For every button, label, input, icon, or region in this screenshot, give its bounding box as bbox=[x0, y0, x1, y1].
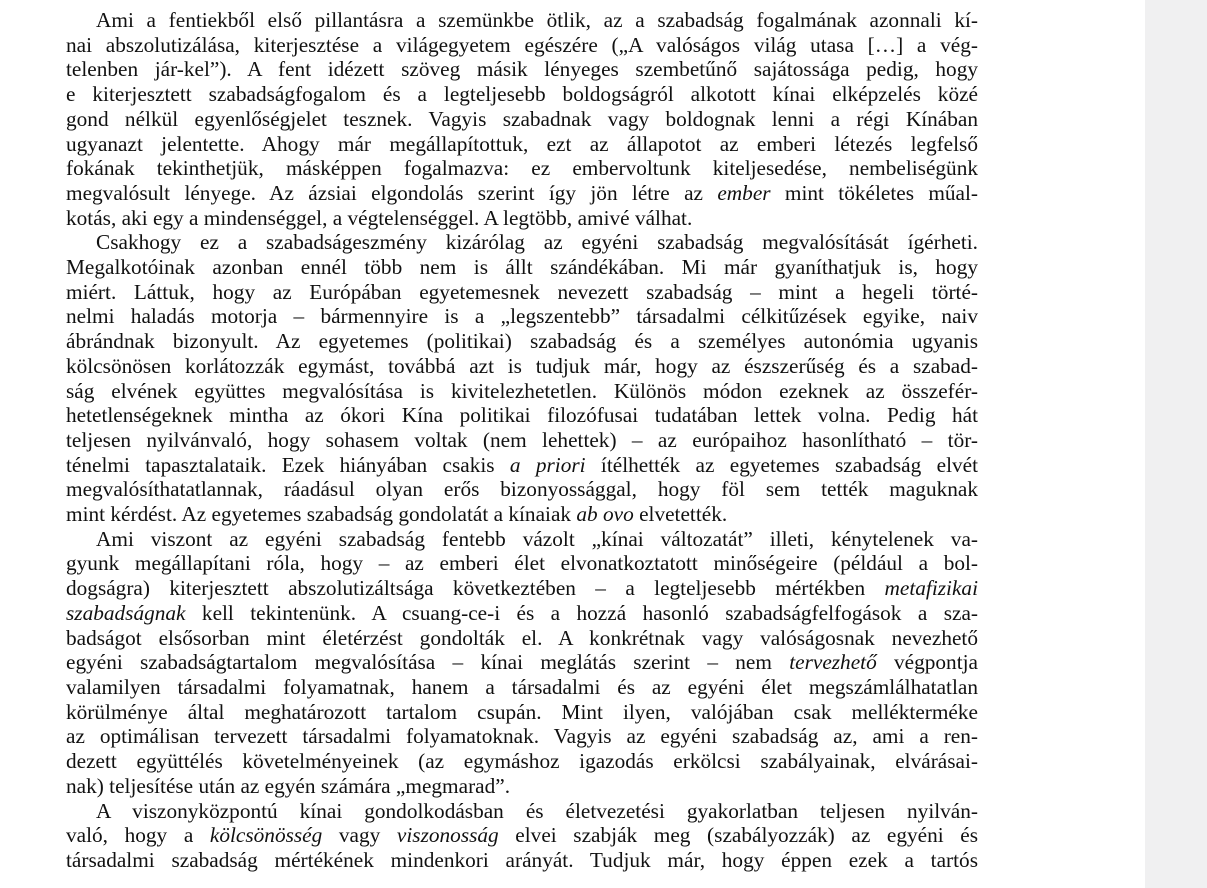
text-run: kell tekintenünk. A csuang-ce-i és a hozzá hasonló szabadságfelfogások a sza- bbox=[185, 600, 978, 625]
text-run: megvalósult lényege. Az ázsiai elgondolás szerint így jön létre az bbox=[66, 180, 718, 205]
paragraph bbox=[66, 799, 978, 873]
text-run: fokának tekinthetjük, másképpen fogalmazva: ez embervoltunk kiteljesedése, nembeliségünk bbox=[66, 156, 978, 181]
text-run: dezett együttélés követelményeinek (az egymáshoz igazodás erkölcsi szabályainak, elvárásai- bbox=[66, 749, 978, 774]
text-line bbox=[66, 527, 978, 552]
text-run: vagy bbox=[322, 823, 397, 848]
text-line bbox=[66, 650, 978, 675]
page-margin-background bbox=[1145, 0, 1207, 888]
text-run: dogságra) kiterjesztett abszolutizáltsága következtében – a legteljesebb mértékben bbox=[66, 576, 885, 601]
text-line bbox=[66, 626, 978, 651]
text-run: ugyanazt jelentette. Ahogy már megállapítottuk, ezt az állapotot az emberi létezés legfelső bbox=[66, 131, 978, 156]
text-run: valamilyen társadalmi folyamatnak, hanem a társadalmi és az egyéni élet megszámlálhatatlan bbox=[66, 674, 978, 699]
text-line bbox=[66, 724, 978, 749]
text-line bbox=[66, 403, 978, 428]
text-line bbox=[66, 453, 978, 478]
text-run: ténelmi tapasztalataik. Ezek hiányában csakis bbox=[66, 452, 510, 477]
italic-text: szabadságnak bbox=[66, 600, 186, 625]
text-line bbox=[66, 576, 978, 601]
text-line bbox=[66, 502, 978, 527]
italic-text: ab ovo bbox=[576, 502, 634, 527]
text-run: társadalmi szabadság mértékének mindenkori arányát. Tudjuk már, hogy éppen ezek a tartós bbox=[66, 847, 978, 872]
paragraph bbox=[66, 230, 978, 526]
text-line bbox=[66, 477, 978, 502]
text-run: ítélhették az egyetemes szabadság elvét bbox=[585, 452, 979, 477]
text-run: az optimálisan tervezett társadalmi folyamatoknak. Vagyis az egyéni szabadság az, ami a ren- bbox=[66, 724, 978, 749]
italic-text: a priori bbox=[509, 452, 586, 477]
text-run: Csakhogy ez a szabadságeszmény kizárólag az egyéni szabadság megvalósítását ígérheti. bbox=[96, 230, 978, 255]
text-line bbox=[66, 206, 978, 231]
italic-text: metafizikai bbox=[884, 576, 978, 601]
text-line bbox=[66, 132, 978, 157]
text-run: mint tökéletes műal- bbox=[770, 180, 978, 205]
text-line bbox=[66, 774, 978, 799]
text-line bbox=[66, 428, 978, 453]
italic-text: ember bbox=[717, 180, 771, 205]
italic-text: viszonosság bbox=[396, 823, 499, 848]
text-line bbox=[66, 304, 978, 329]
text-line bbox=[66, 379, 978, 404]
text-line bbox=[66, 230, 978, 255]
italic-text: tervezhető bbox=[789, 650, 877, 675]
text-line bbox=[66, 675, 978, 700]
text-run: körülménye által meghatározott tartalom csupán. Mint ilyen, valójában csak mellékterméke bbox=[66, 699, 978, 724]
text-line bbox=[66, 57, 978, 82]
text-line bbox=[66, 551, 978, 576]
text-run: ság elvének együttes megvalósítása is kivitelezhetetlen. Különös módon ezeknek az összefér- bbox=[66, 378, 978, 403]
text-line bbox=[66, 848, 978, 873]
text-run: való, hogy a bbox=[66, 823, 210, 848]
text-run: megvalósíthatatlannak, ráadásul olyan erős bizonyossággal, hogy föl sem tették maguknak bbox=[66, 477, 978, 502]
text-line bbox=[66, 181, 978, 206]
text-line bbox=[66, 823, 978, 848]
text-line bbox=[66, 107, 978, 132]
text-run: nai abszolutizálása, kiterjesztése a világegyetem egészére („A valóságos világ utasa […] a vég- bbox=[66, 32, 978, 57]
text-run: nak) teljesítése után az egyén számára „megmarad”. bbox=[66, 773, 511, 798]
text-line bbox=[66, 354, 978, 379]
text-line bbox=[66, 156, 978, 181]
text-run: ábrándnak bizonyult. Az egyetemes (politikai) szabadság és a személyes autonómia ugyanis bbox=[66, 329, 978, 354]
paragraph bbox=[66, 527, 978, 799]
text-run: e kiterjesztett szabadságfogalom és a legteljesebb boldogságról alkotott kínai elképzelés közé bbox=[66, 82, 978, 107]
text-line bbox=[66, 749, 978, 774]
text-line bbox=[66, 82, 978, 107]
text-run: elvetették. bbox=[633, 502, 728, 527]
text-run: gond nélkül egyenlőségjelet tesznek. Vagyis szabadnak vagy boldognak lenni a régi Kínában bbox=[66, 106, 978, 131]
text-line bbox=[66, 601, 978, 626]
text-run: hetetlenségeknek mintha az ókori Kína politikai filozófusai tudatában lettek volna. Pedig hát bbox=[66, 403, 978, 428]
paragraph bbox=[66, 8, 978, 230]
text-run: Ami viszont az egyéni szabadság fentebb vázolt „kínai változatát” illeti, kénytelenek va- bbox=[96, 526, 978, 551]
text-run: mint kérdést. Az egyetemes szabadság gondolatát a kínaiak bbox=[66, 502, 577, 527]
text-run: telenben jár-kel”). A fent idézett szöveg másik lényeges szembetűnő sajátossága pedig, hogy bbox=[66, 57, 978, 82]
text-line bbox=[66, 33, 978, 58]
text-line bbox=[66, 329, 978, 354]
text-run: badságot elsősorban mint életérzést gondolták el. A konkrétnak vagy valóságosnak nevezhető bbox=[66, 625, 978, 650]
text-run: A viszonyközpontú kínai gondolkodásban és életvezetési gyakorlatban teljesen nyilván- bbox=[96, 798, 978, 823]
text-run: végpontja bbox=[876, 650, 978, 675]
text-run: gyunk megállapítani róla, hogy – az emberi élet elvonatkoztatott minőségeire (például a bol- bbox=[66, 551, 978, 576]
text-run: nelmi haladás motorja – bármennyire is a „legszentebb” társadalmi célkitűzések egyike, naiv bbox=[66, 304, 978, 329]
text-line bbox=[66, 8, 978, 33]
text-run: kölcsönösen korlátozzák egymást, továbbá azt is tudjuk már, hogy az észszerűség és a szabad- bbox=[66, 353, 978, 378]
text-run: elvei szabják meg (szabályozzák) az egyéni és bbox=[498, 823, 979, 848]
text-line bbox=[66, 280, 978, 305]
text-line bbox=[66, 700, 978, 725]
text-run: teljesen nyilvánvaló, hogy sohasem voltak (nem lehettek) – az európaihoz hasonlítható – tör- bbox=[66, 427, 978, 452]
text-run: Megalkotóinak azonban ennél több nem is állt szándékában. Mi már gyaníthatjuk is, hogy bbox=[66, 255, 978, 280]
document-page bbox=[66, 8, 978, 873]
text-run: egyéni szabadságtartalom megvalósítása – kínai meglátás szerint – nem bbox=[66, 650, 790, 675]
text-run: kotás, aki egy a mindenséggel, a végtelenséggel. A legtöbb, amivé válhat. bbox=[66, 205, 693, 230]
text-line bbox=[66, 799, 978, 824]
text-line bbox=[66, 255, 978, 280]
italic-text: kölcsönösség bbox=[209, 823, 323, 848]
text-run: Ami a fentiekből első pillantásra a szemünkbe ötlik, az a szabadság fogalmának azonnali kí- bbox=[96, 8, 978, 32]
text-run: miért. Láttuk, hogy az Európában egyetemesnek nevezett szabadság – mint a hegeli törté- bbox=[66, 279, 978, 304]
